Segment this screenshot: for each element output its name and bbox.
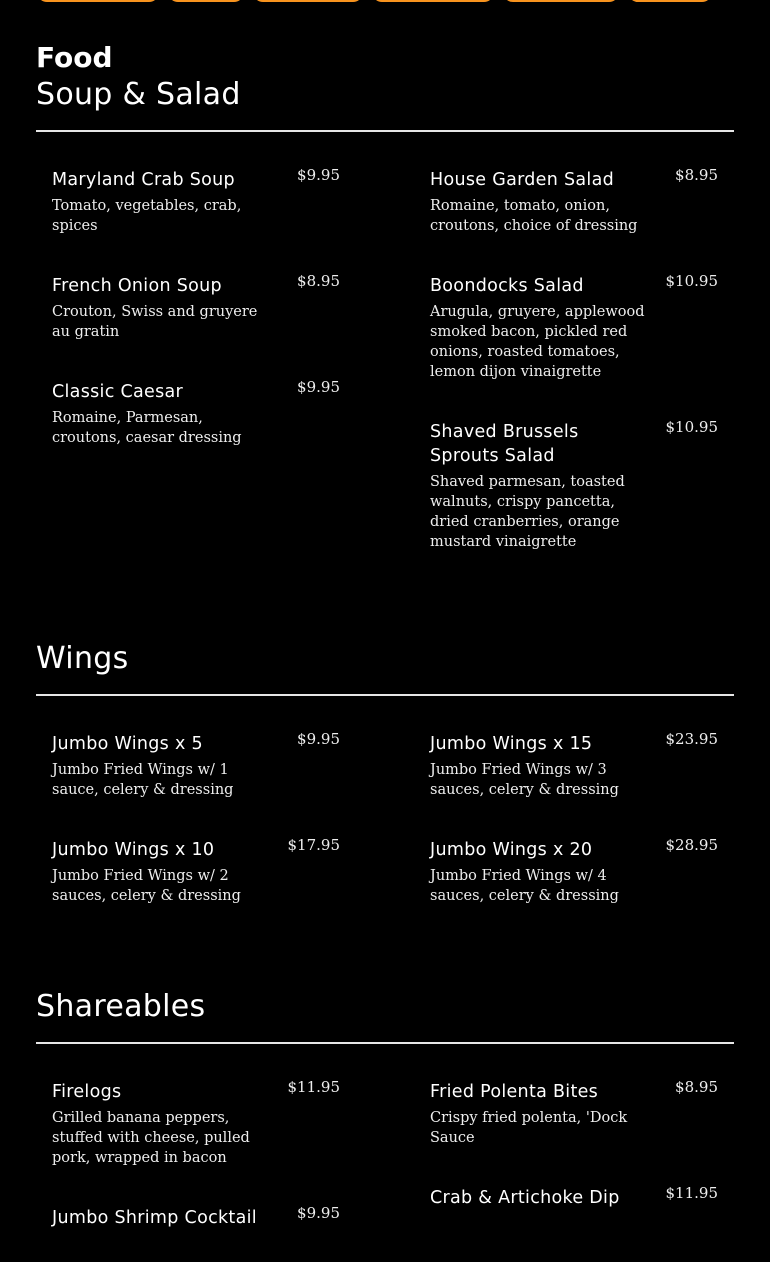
category-tab-active[interactable] [628,0,712,2]
menu-item-name: Jumbo Wings x 20 [430,840,593,860]
menu-item-price: $11.95 [665,1184,718,1202]
menu-item [430,268,718,382]
menu-item [430,1180,718,1210]
menu-item [52,374,340,448]
menu-column-right [430,1074,718,1242]
section-title: Wings [36,640,734,696]
menu-item [52,832,340,906]
category-tab[interactable] [37,0,159,2]
menu-column-right [430,726,718,938]
menu-item-description: Jumbo Fried Wings w/ 4 sauces, celery & dressing [430,868,619,904]
menu-item [52,1074,340,1168]
menu-item-description: Crouton, Swiss and gruyere au gratin [52,304,258,340]
menu-item [52,726,340,800]
section-title: Soup & Salad [36,76,734,132]
menu-item-name: Fried Polenta Bites [430,1082,599,1102]
menu-item-price: $11.95 [287,1078,340,1096]
section-title: Shareables [36,988,734,1044]
menu-item-name: Crab & Artichoke Dip [430,1188,620,1208]
menu-item-name: Jumbo Wings x 10 [52,840,215,860]
menu-item [52,1200,340,1230]
menu-item-price: $23.95 [665,730,718,748]
menu-item-name: Jumbo Wings x 15 [430,734,593,754]
menu-item-price: $9.95 [297,730,340,748]
menu-item-price: $9.95 [297,378,340,396]
menu-item-description: Grilled banana peppers, stuffed with cheese, pulled pork, wrapped in bacon [52,1110,250,1166]
menu-item-description: Shaved parmesan, toasted walnuts, crispy pancetta, dried cranberries, orange mustard vinaigrette [430,474,625,550]
menu-item-name: Maryland Crab Soup [52,170,235,190]
menu-column-right [430,162,718,584]
menu-item-price: $9.95 [297,166,340,184]
menu-item-name: Boondocks Salad [430,276,584,296]
menu-item-description: Crispy fried polenta, 'Dock Sauce [430,1110,628,1146]
menu-item-description: Jumbo Fried Wings w/ 1 sauce, celery & dressing [52,762,234,798]
category-tab[interactable] [168,0,244,2]
menu-item-price: $8.95 [675,166,718,184]
menu-item-price: $28.95 [665,836,718,854]
menu-column-left [52,726,340,938]
menu-item-price: $10.95 [665,272,718,290]
menu-item [430,162,718,236]
category-tab[interactable] [503,0,619,2]
menu-item [52,162,340,236]
menu-item [52,268,340,342]
menu-item-price: $8.95 [297,272,340,290]
menu-item-name: Jumbo Shrimp Cocktail [52,1208,257,1228]
menu-item-name: French Onion Soup [52,276,222,296]
menu-item-name: Firelogs [52,1082,122,1102]
menu-category-title: Food [36,41,113,74]
menu-item-price: $10.95 [665,418,718,436]
menu-item-description: Romaine, Parmesan, croutons, caesar dressing [52,410,242,446]
menu-item-description: Romaine, tomato, onion, croutons, choice of dressing [430,198,638,234]
menu-item [430,1074,718,1148]
category-tab[interactable] [372,0,494,2]
menu-item [430,832,718,906]
category-tab[interactable] [253,0,363,2]
menu-item-price: $17.95 [287,836,340,854]
menu-item-description: Arugula, gruyere, applewood smoked bacon, pickled red onions, roasted tomatoes, lemon dijon vinaigrette [430,304,645,380]
menu-column-left [52,162,340,480]
menu-item-price: $9.95 [297,1204,340,1222]
menu-item-price: $8.95 [675,1078,718,1096]
menu-item-name: Classic Caesar [52,382,184,402]
menu-column-left [52,1074,340,1262]
menu-item-description: Tomato, vegetables, crab, spices [52,198,242,234]
menu-item-description: Jumbo Fried Wings w/ 2 sauces, celery & dressing [52,868,241,904]
menu-section [36,640,734,904]
menu-item-description: Jumbo Fried Wings w/ 3 sauces, celery & dressing [430,762,619,798]
menu-section [36,76,734,550]
menu-item [430,726,718,800]
menu-item-name: House Garden Salad [430,170,615,190]
menu-item-name: Shaved Brussels Sprouts Salad [430,422,579,466]
menu-section [36,988,734,1228]
menu-item-name: Jumbo Wings x 5 [52,734,203,754]
menu-item [430,414,718,552]
